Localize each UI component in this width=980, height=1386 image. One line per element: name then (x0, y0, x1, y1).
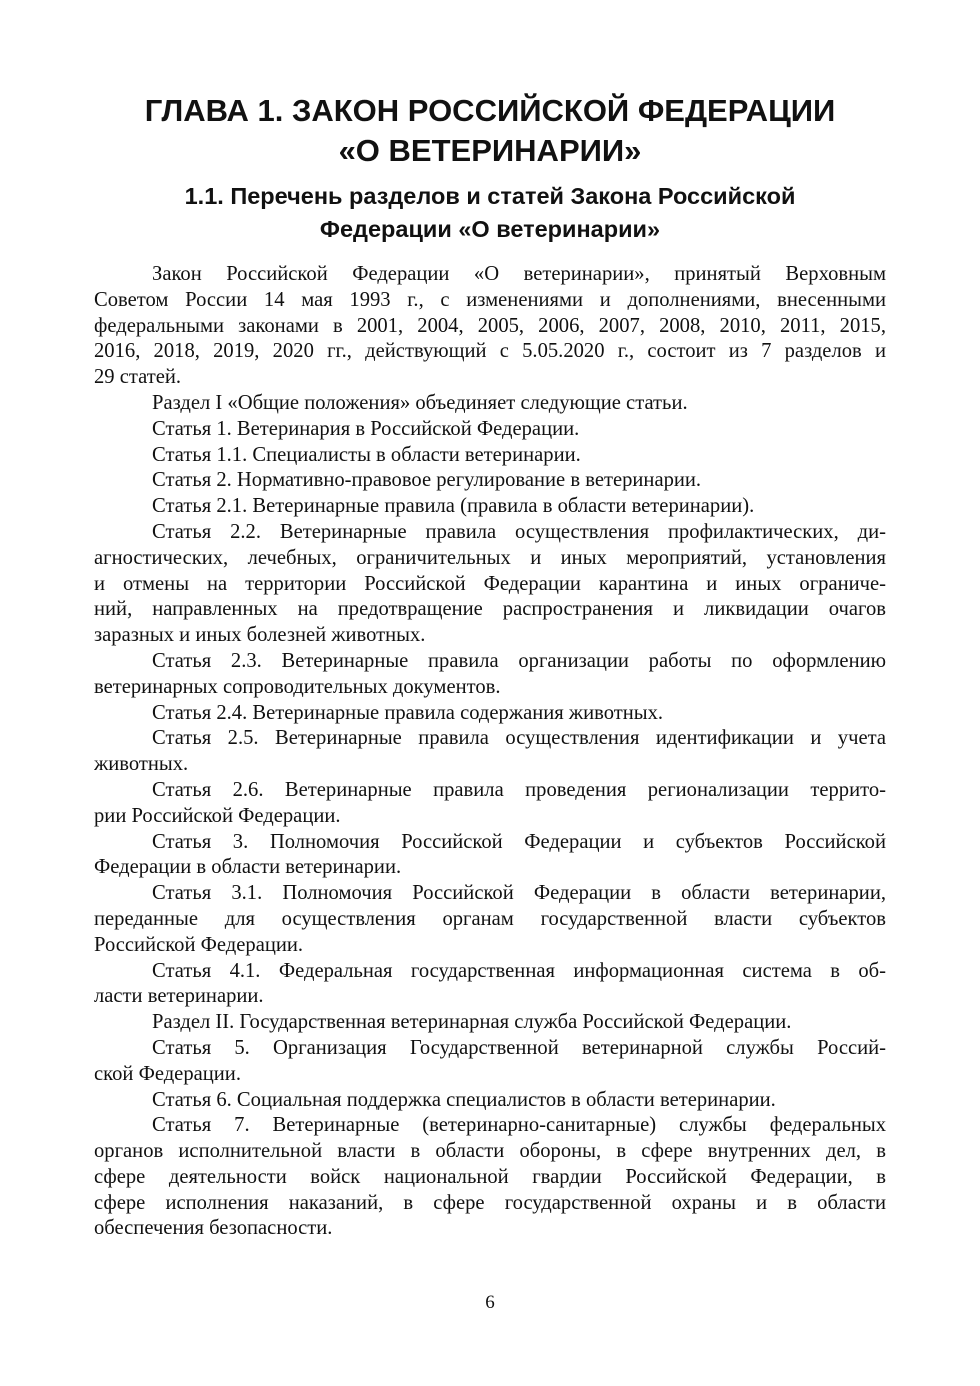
paragraph-line: обеспечения безопасности. (94, 1217, 333, 1240)
paragraph-line: Статья 2.6. Ветеринарные правила проведения регионализации террито- (152, 778, 886, 801)
paragraph-line: Федерации в области ветеринарии. (94, 856, 402, 879)
paragraph-line: Статья 5. Организация Государственной ветеринарной службы Россий- (152, 1036, 886, 1059)
paragraph (94, 417, 886, 443)
paragraph-line: ской Федерации. (94, 1062, 241, 1085)
paragraph-line: Статья 4.1. Федеральная государственная информационная система в об- (152, 959, 886, 982)
paragraph-line: Статья 2.4. Ветеринарные правила содержания животных. (152, 701, 664, 724)
paragraph-line: Статья 2.5. Ветеринарные правила осуществления идентификации и учета (152, 727, 886, 750)
paragraph (94, 830, 886, 882)
paragraph-line: Статья 3. Полномочия Российской Федерации и субъектов Российской (152, 830, 886, 853)
chapter-title (94, 91, 886, 171)
paragraph-line: заразных и иных болезней животных. (94, 624, 426, 647)
paragraph-line: Раздел II. Государственная ветеринарная служба Российской Федерации. (152, 1011, 792, 1034)
paragraph-line: ласти ветеринарии. (94, 985, 264, 1008)
paragraph-line: и отмены на территории Российской Федерации карантина и иных ограниче- (94, 572, 886, 595)
section-title (94, 180, 886, 246)
paragraph (94, 1088, 886, 1114)
paragraph-line: сфере исполнения наказаний, в сфере государственной охраны и в области (94, 1191, 886, 1214)
paragraph-line: Закон Российской Федерации «О ветеринарии», принятый Верховным (152, 263, 886, 285)
paragraph-line: Советом России 14 мая 1993 г., с изменениями и дополнениями, внесенными (94, 288, 886, 311)
paragraph-line: ний, направленных на предотвращение распространения и ликвидации очагов (94, 598, 886, 621)
section-title-line-1: 1.1. Перечень разделов и статей Закона Российской (184, 183, 796, 209)
paragraph (94, 391, 886, 417)
paragraph-line: федеральными законами в 2001, 2004, 2005, 2006, 2007, 2008, 2010, 2011, 2015, (94, 314, 886, 337)
section-title-line-2: Федерации «О ветеринарии» (319, 216, 661, 242)
paragraph-line: агностических, лечебных, ограничительных и иных мероприятий, установления (94, 546, 886, 569)
paragraph-line: 29 статей. (94, 366, 182, 389)
paragraph-line: Статья 3.1. Полномочия Российской Федерации в области ветеринарии, (152, 882, 886, 905)
paragraph (94, 443, 886, 469)
paragraph-line: Статья 1. Ветеринария в Российской Федерации. (152, 417, 580, 440)
paragraph (94, 468, 886, 494)
paragraph-line: Статья 2.3. Ветеринарные правила организации работы по оформлению (152, 649, 886, 672)
paragraph (94, 959, 886, 1011)
paragraph-line: сфере деятельности войск национальной гвардии Российской Федерации, в (94, 1165, 886, 1188)
paragraph-line: Раздел I «Общие положения» объединяет следующие статьи. (152, 391, 688, 414)
chapter-title-line-2: «О ВЕТЕРИНАРИИ» (338, 133, 642, 168)
paragraph-line: Статья 2. Нормативно-правовое регулирование в ветеринарии. (152, 469, 702, 492)
paragraph (94, 701, 886, 727)
paragraph-line: животных. (94, 753, 189, 776)
paragraph-line: Российской Федерации. (94, 933, 304, 956)
paragraph-line: переданные для осуществления органам государственной власти субъектов (94, 907, 886, 930)
paragraph-line: рии Российской Федерации. (94, 804, 341, 827)
paragraph (94, 649, 886, 701)
paragraph-line: Статья 2.2. Ветеринарные правила осуществления профилактических, ди- (152, 520, 886, 543)
chapter-title-line-1: ГЛАВА 1. ЗАКОН РОССИЙСКОЙ ФЕДЕРАЦИИ (144, 93, 836, 128)
paragraph (94, 726, 886, 778)
paragraph (94, 778, 886, 830)
paragraph (94, 1010, 886, 1036)
paragraph (94, 494, 886, 520)
paragraph-line: органов исполнительной власти в области обороны, в сфере внутренних дел, в (94, 1140, 886, 1163)
paragraph (94, 881, 886, 958)
paragraph-line: Статья 1.1. Специалисты в области ветеринарии. (152, 443, 581, 466)
paragraph-line: 2016, 2018, 2019, 2020 гг., действующий с 5.05.2020 г., состоит из 7 разделов и (94, 340, 886, 363)
paragraph (94, 1036, 886, 1088)
paragraph-line: ветеринарных сопроводительных документов. (94, 675, 501, 698)
paragraph-line: Статья 6. Социальная поддержка специалистов в области ветеринарии. (152, 1088, 776, 1111)
body-text (94, 262, 886, 1242)
page-number: 6 (485, 1292, 495, 1313)
paragraph-line: Статья 2.1. Ветеринарные правила (правила в области ветеринарии). (152, 495, 755, 518)
paragraph (94, 262, 886, 391)
paragraph (94, 520, 886, 649)
paragraph (94, 1113, 886, 1242)
paragraph-line: Статья 7. Ветеринарные (ветеринарно-санитарные) службы федеральных (152, 1114, 886, 1137)
